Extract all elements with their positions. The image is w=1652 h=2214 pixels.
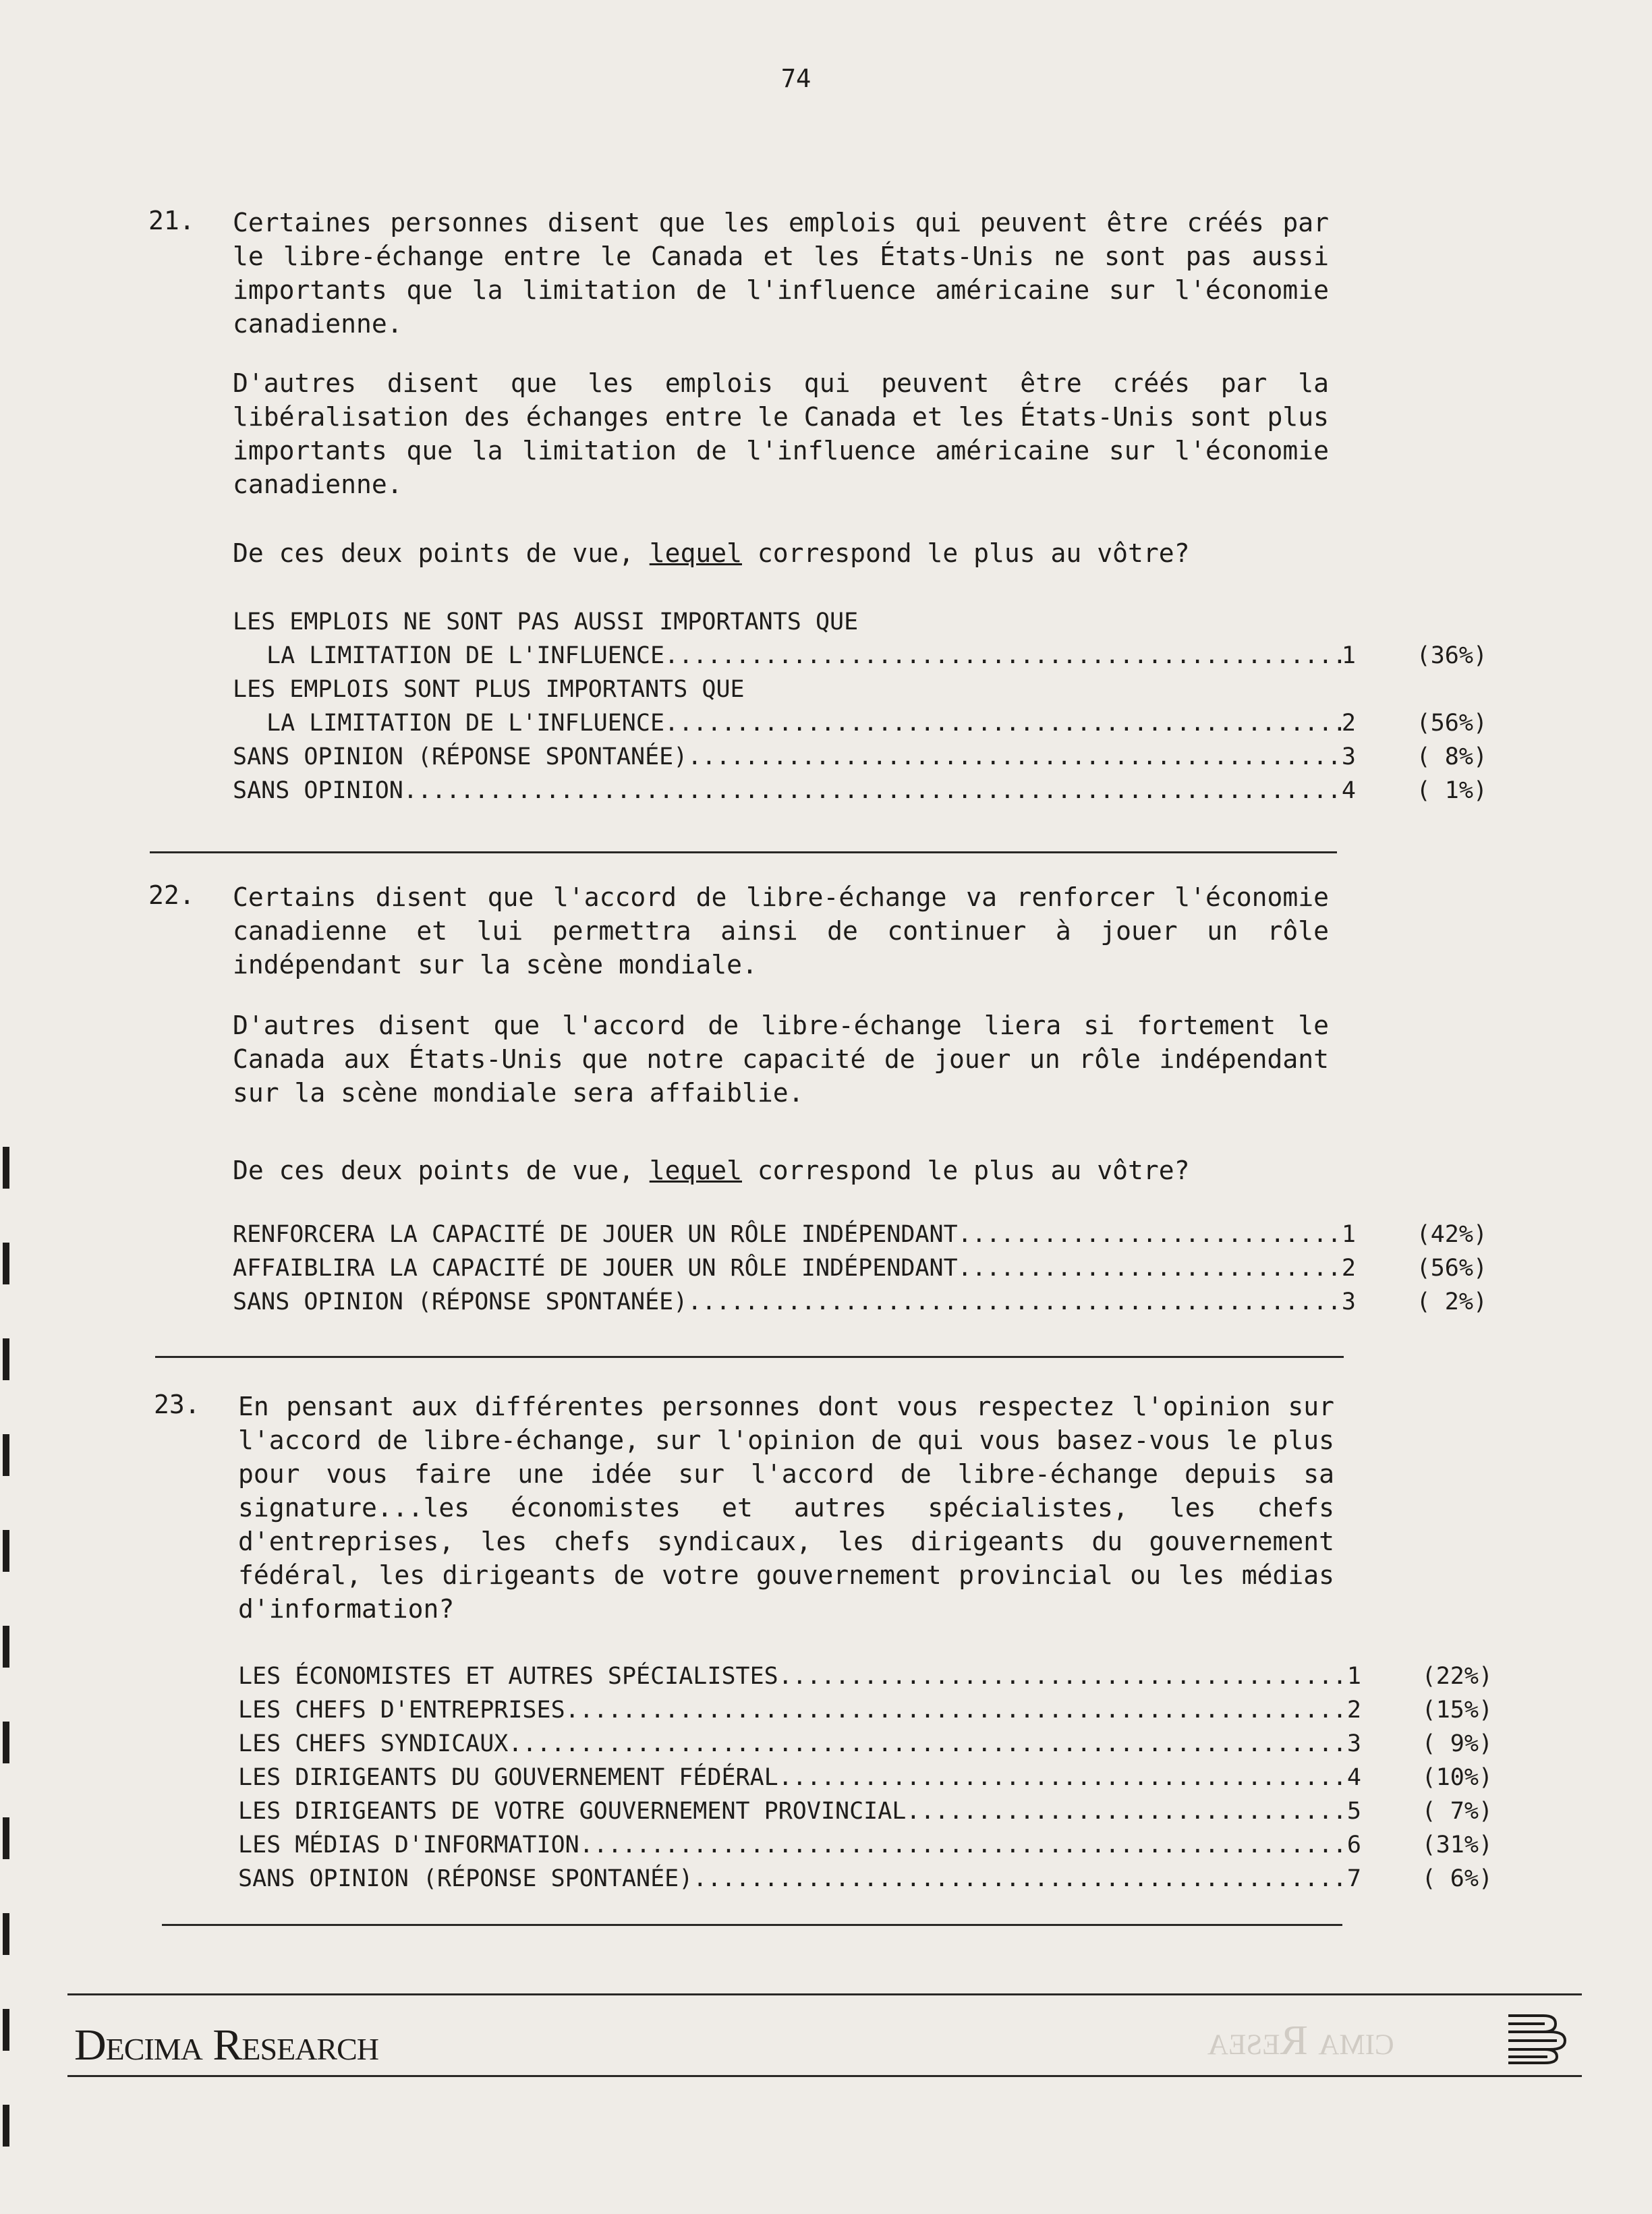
option-label: LES EMPLOIS NE SONT PAS AUSSI IMPORTANTS QUE <box>233 608 859 635</box>
footer-bottom-rule <box>67 2075 1582 2077</box>
option-percentage: (10%) <box>1421 1764 1493 1791</box>
option-label: LES ÉCONOMISTES ET AUTRES SPÉCIALISTES <box>238 1663 778 1690</box>
option-code: 1 <box>1341 1221 1356 1248</box>
answer-option <box>233 639 1487 673</box>
option-code: 3 <box>1346 1730 1361 1757</box>
question-text: D'autres disent que l'accord de libre-échange liera si fortement le Canada aux États-Unis que notre capacité de jouer un rôle indépendant sur la scène mondiale sera affaiblie. <box>233 1011 1329 1108</box>
option-percentage: ( 8%) <box>1416 743 1487 770</box>
option-code: 1 <box>1346 1663 1361 1690</box>
option-code: 2 <box>1346 1697 1361 1724</box>
option-code: 4 <box>1346 1764 1361 1791</box>
option-label: SANS OPINION <box>233 777 403 804</box>
option-label: SANS OPINION (RÉPONSE SPONTANÉE) <box>233 743 688 770</box>
option-code: 1 <box>1341 642 1356 669</box>
answer-option-heading <box>233 673 1487 706</box>
decima-logo-icon <box>1503 2009 1570 2066</box>
option-label: LES MÉDIAS D'INFORMATION <box>238 1832 579 1858</box>
answer-option <box>233 774 1487 807</box>
answer-option <box>233 706 1487 740</box>
section-divider <box>155 1356 1344 1358</box>
answer-option <box>233 1285 1487 1319</box>
option-label: SANS OPINION (RÉPONSE SPONTANÉE) <box>238 1865 693 1892</box>
option-label: LES DIRIGEANTS DE VOTRE GOUVERNEMENT PROVINCIAL <box>238 1798 907 1825</box>
question-text: En pensant aux différentes personnes dont vous respectez l'opinion sur l'accord de libre-échange, sur l'opinion de qui vous basez-vous le plus pour vous faire une idée sur l'accord de libre-échange depuis sa signature...les économistes et autres spécialistes, les chefs d'entreprises, les chefs syndicaux, les dirigeants du gouvernement fédéral, les dirigeants de votre gouvernement provincial ou les médias d'information? <box>238 1392 1334 1624</box>
option-percentage: (56%) <box>1416 710 1487 737</box>
answer-option <box>233 740 1487 774</box>
prompt-underlined: lequel <box>649 538 742 568</box>
option-percentage: ( 7%) <box>1421 1798 1493 1825</box>
option-label: SANS OPINION (RÉPONSE SPONTANÉE) <box>233 1288 688 1315</box>
option-label: LES EMPLOIS SONT PLUS IMPORTANTS QUE <box>233 676 745 703</box>
answer-options <box>233 1218 1487 1319</box>
question-text: D'autres disent que les emplois qui peuvent être créés par la libéralisation des échanges entre le Canada et les États-Unis sont plus importants que la limitation de l'influence américaine sur l'économie canadienne. <box>233 368 1329 499</box>
option-code: 2 <box>1341 1255 1356 1282</box>
option-code: 3 <box>1341 1288 1356 1315</box>
option-code: 5 <box>1346 1798 1361 1825</box>
answer-option <box>238 1862 1493 1896</box>
question-number: 21. <box>148 206 195 235</box>
option-percentage: (31%) <box>1421 1832 1493 1858</box>
option-percentage: ( 6%) <box>1421 1865 1493 1892</box>
answer-option <box>238 1794 1493 1828</box>
prompt-text: correspond le plus au vôtre? <box>742 1156 1190 1185</box>
question-number: 23. <box>154 1390 200 1419</box>
option-percentage: ( 9%) <box>1421 1730 1493 1757</box>
option-percentage: ( 2%) <box>1416 1288 1487 1315</box>
answer-option <box>238 1761 1493 1794</box>
option-code: 7 <box>1346 1865 1361 1892</box>
option-percentage: ( 1%) <box>1416 777 1487 804</box>
question-prompt <box>233 1154 1329 1187</box>
footer-top-rule <box>67 1993 1582 1995</box>
option-code: 4 <box>1341 777 1356 804</box>
option-label: LA LIMITATION DE L'INFLUENCE <box>266 642 665 669</box>
answer-option-heading <box>233 605 1487 639</box>
prompt-text: correspond le plus au vôtre? <box>742 538 1190 568</box>
option-label: RENFORCERA LA CAPACITÉ DE JOUER UN RÔLE INDÉPENDANT <box>233 1221 958 1248</box>
option-label: LA LIMITATION DE L'INFLUENCE <box>266 710 665 737</box>
answer-option <box>238 1693 1493 1727</box>
answer-options <box>238 1659 1493 1896</box>
prompt-text: De ces deux points de vue, <box>233 1156 650 1185</box>
question-text: Certains disent que l'accord de libre-échange va renforcer l'économie canadienne et lui permettra ainsi de continuer à jouer un rôle indépendant sur la scène mondiale. <box>233 882 1329 980</box>
question-text: Certaines personnes disent que les emplois qui peuvent être créés par le libre-échange entre le Canada et les États-Unis ne sont pas aussi importants que la limitation de l'influence américaine sur l'économie canadienne. <box>233 208 1329 339</box>
option-label: LES DIRIGEANTS DU GOUVERNEMENT FÉDÉRAL <box>238 1764 778 1791</box>
section-divider <box>162 1924 1342 1926</box>
option-percentage: (22%) <box>1421 1663 1493 1690</box>
option-code: 6 <box>1346 1832 1361 1858</box>
answer-option <box>233 1251 1487 1285</box>
option-percentage: (42%) <box>1416 1221 1487 1248</box>
answer-options <box>233 605 1487 807</box>
option-label: AFFAIBLIRA LA CAPACITÉ DE JOUER UN RÔLE INDÉPENDANT <box>233 1255 958 1282</box>
bleed-through-ghost: cima Resea <box>1207 2018 1394 2064</box>
prompt-text: De ces deux points de vue, <box>233 538 650 568</box>
answer-option <box>233 1218 1487 1251</box>
option-percentage: (36%) <box>1416 642 1487 669</box>
option-code: 3 <box>1341 743 1356 770</box>
question-prompt <box>233 536 1329 570</box>
prompt-underlined: lequel <box>649 1156 742 1185</box>
option-label: LES CHEFS SYNDICAUX <box>238 1730 509 1757</box>
footer-brand: Decima Research <box>74 2020 378 2070</box>
page-number: 74 <box>780 64 811 93</box>
section-divider <box>150 851 1337 853</box>
answer-option <box>238 1659 1493 1693</box>
answer-option <box>238 1727 1493 1761</box>
option-percentage: (56%) <box>1416 1255 1487 1282</box>
spiral-binding-holes <box>3 1147 9 2199</box>
option-label: LES CHEFS D'ENTREPRISES <box>238 1697 565 1724</box>
option-code: 2 <box>1341 710 1356 737</box>
answer-option <box>238 1828 1493 1862</box>
question-number: 22. <box>148 880 195 910</box>
option-percentage: (15%) <box>1421 1697 1493 1724</box>
